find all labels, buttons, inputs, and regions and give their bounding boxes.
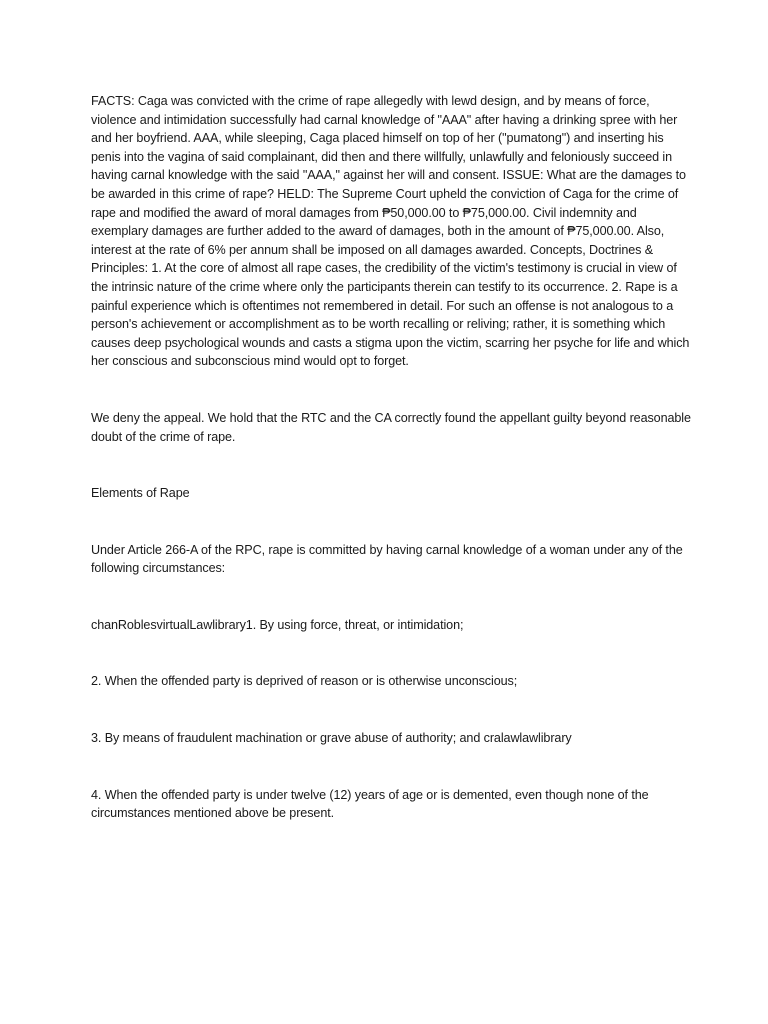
circumstance-item-4: 4. When the offended party is under twelve (12) years of age or is demented, even though none of the circumstances mentioned above be present.: [91, 787, 649, 821]
circumstance-item-1: chanRoblesvirtualLawlibrary1. By using force, threat, or intimidation;: [91, 617, 464, 632]
facts-paragraph: FACTS: Caga was convicted with the crime of rape allegedly with lewd design, and by means of force, violence and intimidation successfully had carnal knowledge of "AAA" after having a drinking spree with her and her boyfriend. AAA, while sleeping, Caga placed himself on top of her ("pumatong") and inserting his penis into the vagina of said complainant, did then and there willfully, unlawfully and feloniously succeed in having carnal knowledge with the said "AAA," against her will and consent. ISSUE: What are the damages to be awarded in this crime of rape? HELD: The Supreme Court upheld the conviction of Caga for the crime of rape and modified the award of moral damages from ₱50,000.00 to ₱75,000.00. Civil indemnity and exemplary damages are further added to the award of damages, both in the amount of ₱75,000.00. Also, interest at the rate of 6% per annum shall be imposed on all damages awarded. Concepts, Doctrines & Principles: 1. At the core of almost all rape cases, the credibility of the victim's testimony is crucial in view of the intrinsic nature of the crime where only the participants therein can testify to its occurrence. 2. Rape is a painful experience which is oftentimes not remembered in detail. For such an offense is not analogous to a person's achievement or accomplishment as to be worth recalling or reliving; rather, it is something which causes deep psychological wounds and casts a stigma upon the victim, scarring her psyche for life and which her conscious and subconscious mind would opt to forget.: [91, 94, 690, 369]
circumstance-item-3: 3. By means of fraudulent machination or grave abuse of authority; and cralawlawlibrary: [91, 731, 572, 746]
circumstance-item-2: 2. When the offended party is deprived of reason or is otherwise unconscious;: [91, 674, 518, 689]
document-body: [91, 92, 691, 861]
elements-heading: Elements of Rape: [91, 486, 190, 501]
deny-appeal-paragraph: We deny the appeal. We hold that the RTC and the CA correctly found the appellant guilty beyond reasonable doubt of the crime of rape.: [91, 410, 691, 444]
article-intro-paragraph: Under Article 266-A of the RPC, rape is committed by having carnal knowledge of a woman under any of the following circumstances:: [91, 542, 683, 576]
